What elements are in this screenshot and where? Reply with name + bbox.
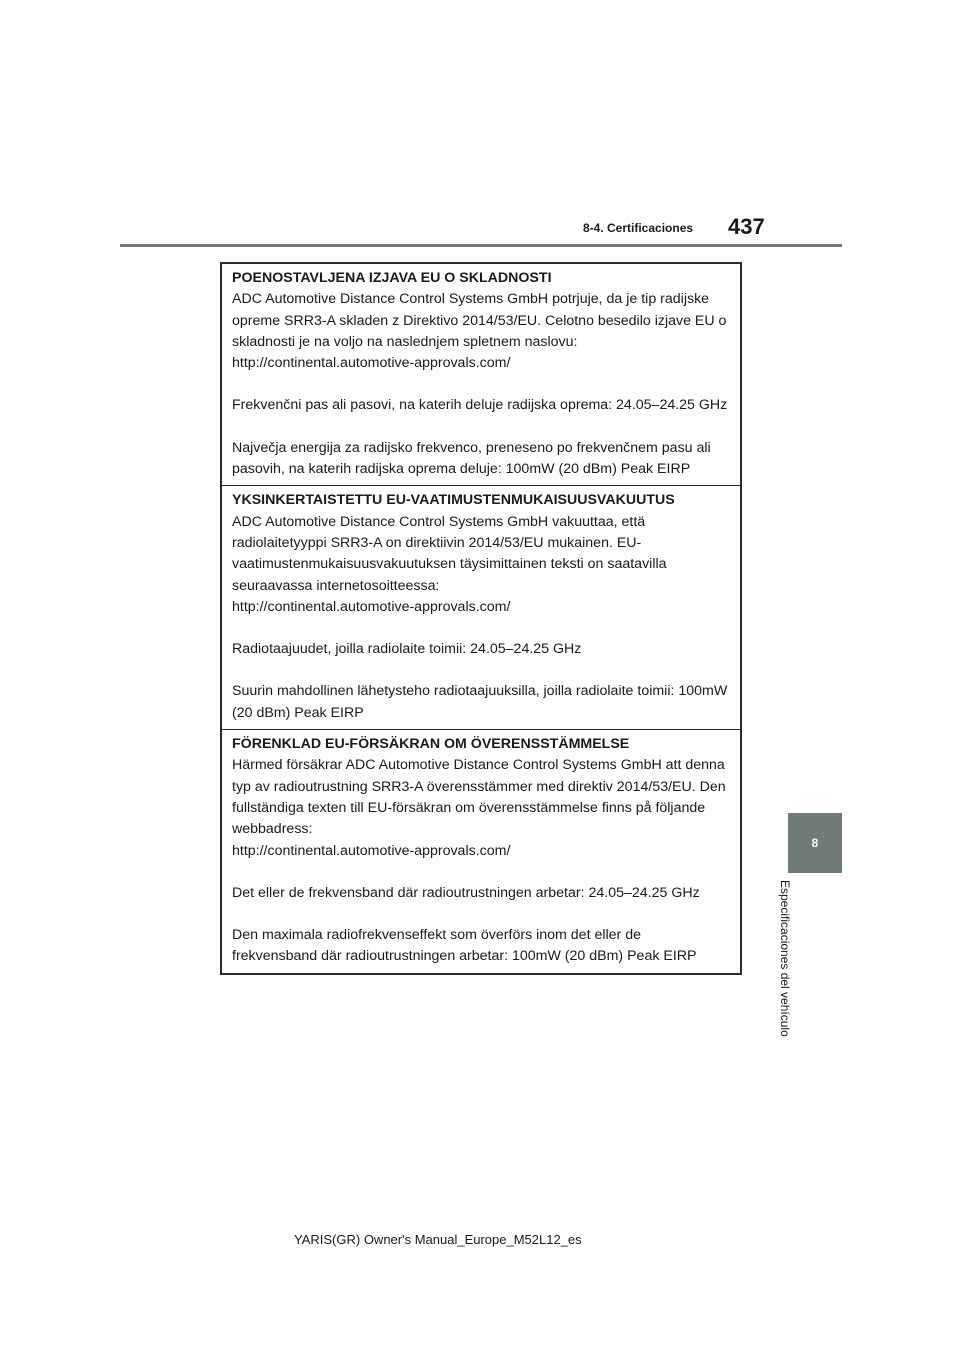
declaration-title: FÖRENKLAD EU-FÖRSÄKRAN OM ÖVERENSSTÄMMELSE [232,736,630,753]
declaration-slovenian [222,264,740,480]
declaration-swedish [222,729,740,968]
declaration-paragraph: ADC Automotive Distance Control Systems GmbH vakuuttaa, että radiolaitetyyppi SRR3-A on direktiivin 2014/53/EU mukainen. EU-vaatimustenmukaisuusvakuutuksen täysimittainen teksti on saatavilla seuraavassa internetosoitteessa: http://continental.automotive-approvals.com/ [232,513,667,615]
section-title: 8-4. Certificaciones [583,221,694,235]
frequency-band-paragraph: Frekvenčni pas ali pasovi, na katerih deluje radijska oprema: 24.05–24.25 GHz [232,397,728,414]
header-divider [120,244,842,247]
declaration-table [220,262,742,975]
chapter-title: Especificaciones del vehículo [778,880,792,1037]
page-number: 437 [728,214,765,239]
declaration-paragraph: ADC Automotive Distance Control Systems GmbH potrjuje, da je tip radijske opreme SRR3-A skladen z Direktivo 2014/53/EU. Celotno besedilo izjave EU o skladnosti je na voljo na naslednjem spletnem naslovu: http://continental.automotive-approvals.com/ [232,291,727,372]
max-power-paragraph: Največja energija za radijsko frekvenco, preneseno po frekvenčnem pasu ali pasovih, na katerih radijska oprema deluje: 100mW (20 dBm) Peak EIRP [232,439,711,478]
frequency-band-paragraph: Det eller de frekvensband där radioutrustningen arbetar: 24.05–24.25 GHz [232,884,700,901]
page-footer: YARIS(GR) Owner's Manual_Europe_M52L12_es [294,1232,582,1247]
chapter-tab[interactable] [788,813,842,873]
declaration-paragraph: Härmed försäkrar ADC Automotive Distance Control Systems GmbH att denna typ av radioutrustning SRR3-A överensstämmer med direktiv 2014/53/EU. Den fullständiga texten till EU-försäkran om överensstämmelse finns på följande webbadress: http://continental.automotive-approvals.com/ [232,757,726,859]
max-power-paragraph: Den maximala radiofrekvenseffekt som överförs inom det eller de frekvensband där radioutrustningen arbetar: 100mW (20 dBm) Peak EIRP [232,927,697,965]
max-power-paragraph: Suurin mahdollinen lähetysteho radiotaajuuksilla, joilla radiolaite toimii: 100mW (20 dBm) Peak EIRP [232,683,728,721]
frequency-band-paragraph: Radiotaajuudet, joilla radiolaite toimii: 24.05–24.25 GHz [232,641,582,658]
declaration-finnish [222,485,740,724]
declaration-title: YKSINKERTAISTETTU EU-VAATIMUSTENMUKAISUUSVAKUUTUS [232,492,675,509]
declaration-title: POENOSTAVLJENA IZJAVA EU O SKLADNOSTI [232,270,552,286]
chapter-label [770,880,800,1070]
chapter-number: 8 [811,836,819,850]
